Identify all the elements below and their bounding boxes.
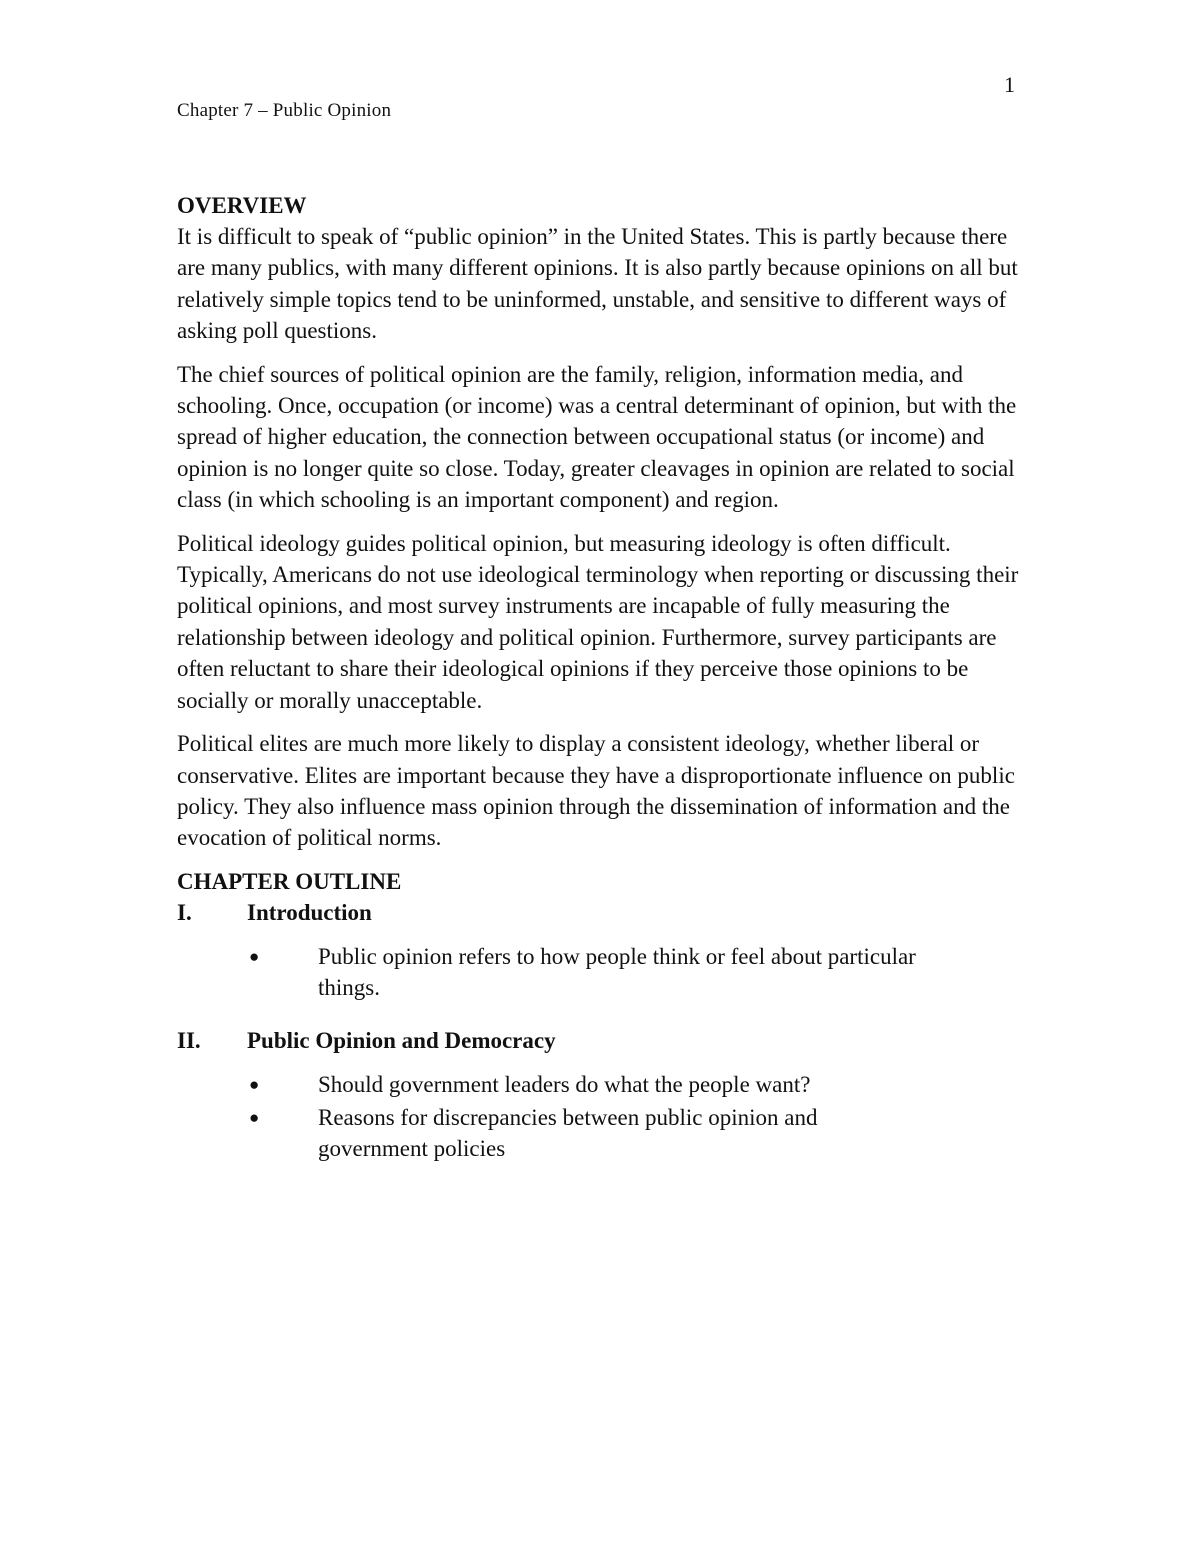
outline-section-2-bullets — [177, 1069, 1037, 1164]
overview-heading: OVERVIEW — [177, 193, 307, 218]
outline-section-2 — [177, 1025, 1037, 1056]
bullet-icon: ● — [249, 1074, 260, 1094]
outline-section-number: II. — [177, 1027, 201, 1053]
bullet-text: Reasons for discrepancies between public opinion and government policies — [318, 1104, 818, 1161]
outline-section-1 — [177, 897, 1037, 928]
page-number: 1 — [1004, 72, 1015, 97]
bullet-icon: ● — [249, 946, 260, 966]
bullet-text: Public opinion refers to how people think or feel about particular things. — [318, 943, 916, 1000]
chapter-outline-heading: CHAPTER OUTLINE — [177, 868, 402, 894]
overview-paragraph-2: The chief sources of political opinion are the family, religion, information media, and schooling. Once, occupation (or income) was a central determinant of opinion, but with the spread of higher education, the connection between occupational status (or income) and opinion is no longer quite so close. Today, greater cleavages in opinion are related to social class (in which schooling is an important component) and region. — [177, 361, 1017, 513]
bullet-text: Should government leaders do what the people want? — [318, 1071, 811, 1097]
outline-section-title: Public Opinion and Democracy — [247, 1027, 556, 1053]
outline-section-1-bullets — [177, 941, 1037, 1003]
overview-paragraph-1: It is difficult to speak of “public opinion” in the United States. This is partly because there are many publics, with many different opinions. It is also partly because opinions on all but relatively simple topics tend to be uninformed, unstable, and sensitive to different ways of asking poll questions. — [177, 224, 1018, 344]
list-item — [177, 941, 1037, 1003]
overview-paragraph-4: Political elites are much more likely to display a consistent ideology, whether liberal or conservative. Elites are important because they have a disproportionate influence on public policy. They also influence mass opinion through the dissemination of information and the evocation of political norms. — [177, 731, 1015, 851]
outline-section-number: I. — [177, 899, 192, 925]
overview-paragraph-3: Political ideology guides political opinion, but measuring ideology is often difficult. Typically, Americans do not use ideological terminology when reporting or discussing their political opinions, and most survey instruments are incapable of fully measuring the relationship between ideology and political opinion. Furthermore, survey participants are often reluctant to share their ideological opinions if they perceive those opinions to be socially or morally unacceptable. — [177, 530, 1019, 713]
list-item — [177, 1069, 1037, 1100]
running-head: Chapter 7 – Public Opinion — [177, 100, 392, 121]
list-item — [177, 1102, 1037, 1164]
document-body — [177, 190, 1037, 1186]
outline-section-title: Introduction — [247, 899, 372, 925]
bullet-icon: ● — [249, 1107, 260, 1127]
